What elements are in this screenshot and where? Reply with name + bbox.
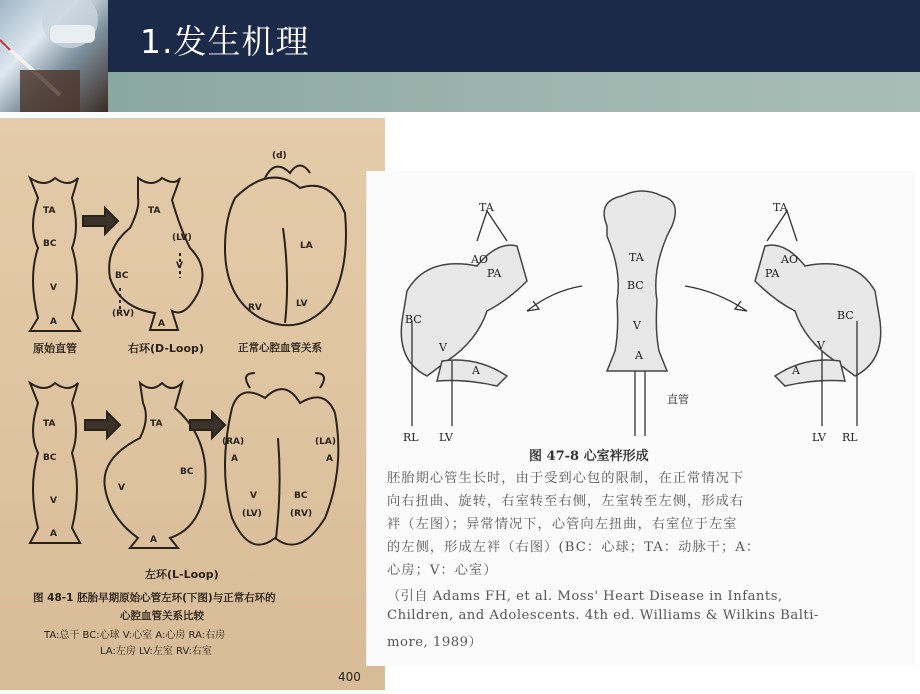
label-pa-right: PA [765, 267, 780, 280]
caption-line-1: 胚胎期心管生长时，由于受到心包的限制，在正常情况下 [387, 471, 745, 486]
label-bc-right: BC [837, 309, 854, 322]
slide-title: 1.发生机理 [140, 22, 310, 61]
label-pa-left: PA [487, 267, 502, 280]
label-lv-right: LV [812, 431, 826, 441]
label-ra6: (RA) [222, 437, 245, 447]
label-bc1: BC [43, 239, 57, 249]
label-v6: V [250, 491, 257, 501]
label-bc-left: BC [405, 313, 422, 326]
label-ao-right: AO [781, 253, 798, 266]
label-a1: A [50, 317, 57, 327]
figure-legend-line2: LA:左房 LV:左室 RV:右室 [100, 646, 212, 657]
accent-bar [108, 72, 920, 112]
left-figure-photo [0, 118, 385, 690]
label-a2: A [158, 319, 165, 329]
caption-line-2: 向右扭曲、旋转，右室转至右侧，左室转至左侧，形成右 [387, 494, 745, 509]
label-bc5: BC [180, 467, 194, 477]
label-v-right: V [817, 339, 825, 352]
label-d3: (d) [272, 151, 287, 161]
caption-line-4: 的左侧，形成左袢（右图）(BC：心球；TA：动脉干；A： [387, 540, 761, 555]
caption-line-8: more, 1989） [387, 635, 483, 650]
title-bar [0, 0, 920, 72]
label-bc6: BC [294, 491, 308, 501]
label-v1: V [50, 283, 57, 293]
label-v2: V [176, 261, 183, 271]
label-lv-left: LV [439, 431, 453, 441]
figure-title: 图 47-8 心室袢形成 [529, 449, 649, 464]
label-bc4: BC [43, 453, 57, 463]
caption-line-6: （引自 Adams FH, et al. Moss' Heart Disease in Infants, [387, 589, 783, 604]
caption-line-3: 袢（左图）；异常情况下，心管向左扭曲，右室位于左室 [387, 517, 738, 532]
caption-line-5: 心房；V：心室） [387, 563, 498, 578]
label-ta5: TA [150, 419, 163, 429]
label-a4: A [50, 529, 57, 539]
caption-line-7: Children, and Adolescents. 4th ed. Williams & Wilkins Balti- [387, 608, 819, 623]
right-heart-diagram [367, 171, 915, 441]
caption-normal: 正常心腔血管关系 [238, 342, 322, 354]
label-rv3: RV [248, 303, 262, 313]
label-bc2: BC [115, 271, 129, 281]
label-a-center: A [635, 349, 643, 362]
label-lv2: (LV) [172, 233, 192, 243]
caption-d-loop: 右环(D-Loop) [128, 342, 204, 355]
label-straight-tube: 直管 [667, 393, 689, 406]
label-rv6: (RV) [290, 509, 313, 519]
label-v5: V [118, 483, 125, 493]
label-v-center: V [633, 319, 641, 332]
label-lv6: (LV) [242, 509, 262, 519]
label-rl-right: RL [842, 431, 858, 441]
label-a-right: A [792, 364, 800, 377]
figure-legend-line1: TA:总干 BC:心球 V:心室 A:心房 RA:右房 [44, 630, 226, 641]
label-ta2: TA [148, 206, 161, 216]
label-a-left: A [472, 364, 480, 377]
figure-caption-line2: 心腔血管关系比较 [120, 610, 204, 622]
label-ta-left: TA [479, 201, 494, 214]
label-v4: V [50, 496, 57, 506]
page-number: 400 [338, 670, 361, 684]
label-ta4: TA [43, 419, 56, 429]
label-lv3: LV [296, 299, 308, 309]
label-a6l: A [231, 454, 238, 464]
label-ao-left: AO [471, 253, 488, 266]
header-photo [0, 0, 108, 112]
label-a6r: A [326, 454, 333, 464]
label-rv2: (RV) [112, 309, 135, 319]
label-la6: (LA) [315, 437, 336, 447]
label-ta-right: TA [773, 201, 788, 214]
label-la3: LA [300, 241, 313, 251]
label-v-left: V [439, 341, 447, 354]
figure-caption-line1: 图 48-1 胚胎早期原始心管左环(下图)与正常右环的 [33, 592, 276, 604]
label-rl-left: RL [403, 431, 419, 441]
label-bc-center: BC [627, 279, 644, 292]
label-ta1: TA [43, 206, 56, 216]
label-ta-center: TA [629, 251, 644, 264]
label-a5: A [150, 535, 157, 545]
right-figure-scan [366, 171, 915, 666]
caption-straight-tube: 原始直管 [33, 342, 77, 355]
caption-l-loop: 左环(L-Loop) [145, 568, 219, 581]
